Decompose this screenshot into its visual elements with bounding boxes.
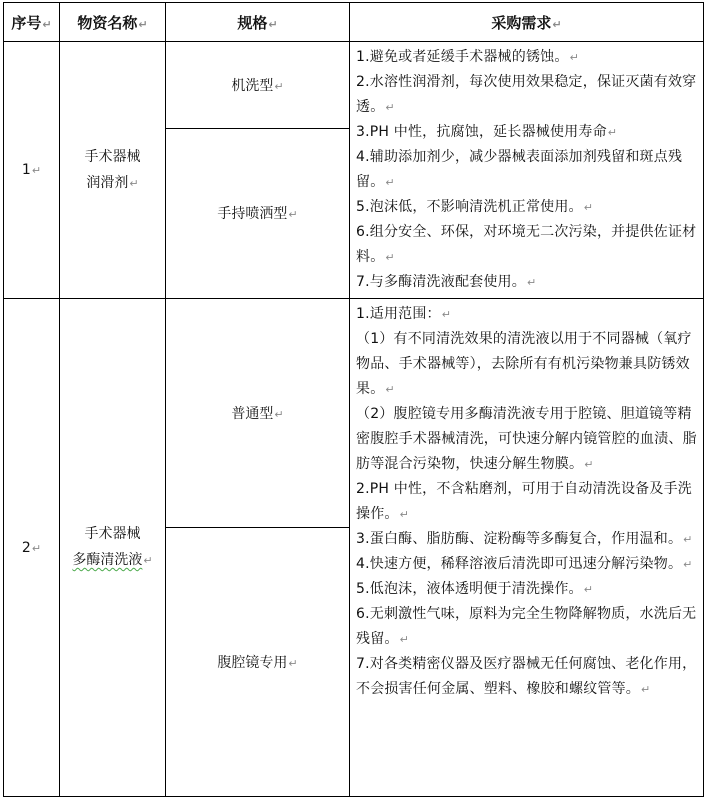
- req-line: 2.PH 中性，不含粘磨剂，可用于自动清洗设备及手洗操作。↵: [356, 481, 692, 522]
- req-line: 5.泡沫低，不影响清洗机正常使用。↵: [356, 199, 594, 215]
- header-spec: 规格↵: [166, 3, 350, 42]
- row1-spec1: 机洗型↵: [166, 42, 350, 129]
- row2-no: 2↵: [4, 299, 60, 797]
- procurement-table: [3, 2, 704, 797]
- req-line: 2.水溶性润滑剂，每次使用效果稳定，保证灭菌有效穿透。↵: [356, 74, 697, 115]
- row1-spec2: 手持喷洒型↵: [166, 128, 350, 298]
- table-row: [4, 299, 704, 528]
- req-line: 1.避免或者延缓手术器械的锈蚀。↵: [356, 49, 579, 65]
- row2-spec1: 普通型↵: [166, 299, 350, 528]
- req-line: 3.PH 中性，抗腐蚀，延长器械使用寿命↵: [356, 124, 618, 140]
- row2-spec2: 腹腔镜专用↵: [166, 528, 350, 797]
- row1-name: 手术器械 润滑剂↵: [60, 42, 166, 299]
- header-no: 序号↵: [4, 3, 60, 42]
- row1-requirements: [350, 42, 704, 299]
- row2-name: 手术器械 多酶清洗液↵: [60, 299, 166, 797]
- req-line: 4.辅助添加剂少，减少器械表面添加剂残留和斑点残留。↵: [356, 149, 683, 190]
- req-line: 6.组分安全、环保，对环境无二次污染，并提供佐证材料。↵: [356, 224, 697, 265]
- req-line: 7.对各类精密仪器及医疗器械无任何腐蚀、老化作用，不会损害任何金属、塑料、橡胶和螺纹管等。↵: [356, 656, 697, 697]
- req-line: 4.快速方便，稀释溶液后清洗即可迅速分解污染物。↵: [356, 556, 693, 572]
- header-row: [4, 3, 704, 42]
- req-line: 3.蛋白酶、脂肪酶、淀粉酶等多酶复合，作用温和。↵: [356, 531, 693, 547]
- req-line: 6.无刺激性气味，原料为完全生物降解物质，水洗后无残留。↵: [356, 606, 697, 647]
- row2-requirements: [350, 299, 704, 797]
- req-line: 1.适用范围：↵: [356, 306, 452, 322]
- header-name: 物资名称↵: [60, 3, 166, 42]
- req-line: 5.低泡沫，液体透明便于清洗操作。↵: [356, 581, 594, 597]
- req-line: 7.与多酶清洗液配套使用。↵: [356, 274, 537, 290]
- req-line: （1）有不同清洗效果的清洗液以用于不同器械（氧疗物品、手术器械等），去除所有有机污染物兼具防锈效果。↵: [356, 331, 692, 397]
- procurement-document: [3, 2, 704, 797]
- header-req: 采购需求↵: [350, 3, 704, 42]
- req-line: （2）腹腔镜专用多酶清洗液专用于腔镜、胆道镜等精密腹腔手术器械清洗，可快速分解内镜管腔的血渍、脂肪等混合污染物，快速分解生物膜。↵: [356, 406, 697, 472]
- row1-no: 1↵: [4, 42, 60, 299]
- table-row: [4, 42, 704, 129]
